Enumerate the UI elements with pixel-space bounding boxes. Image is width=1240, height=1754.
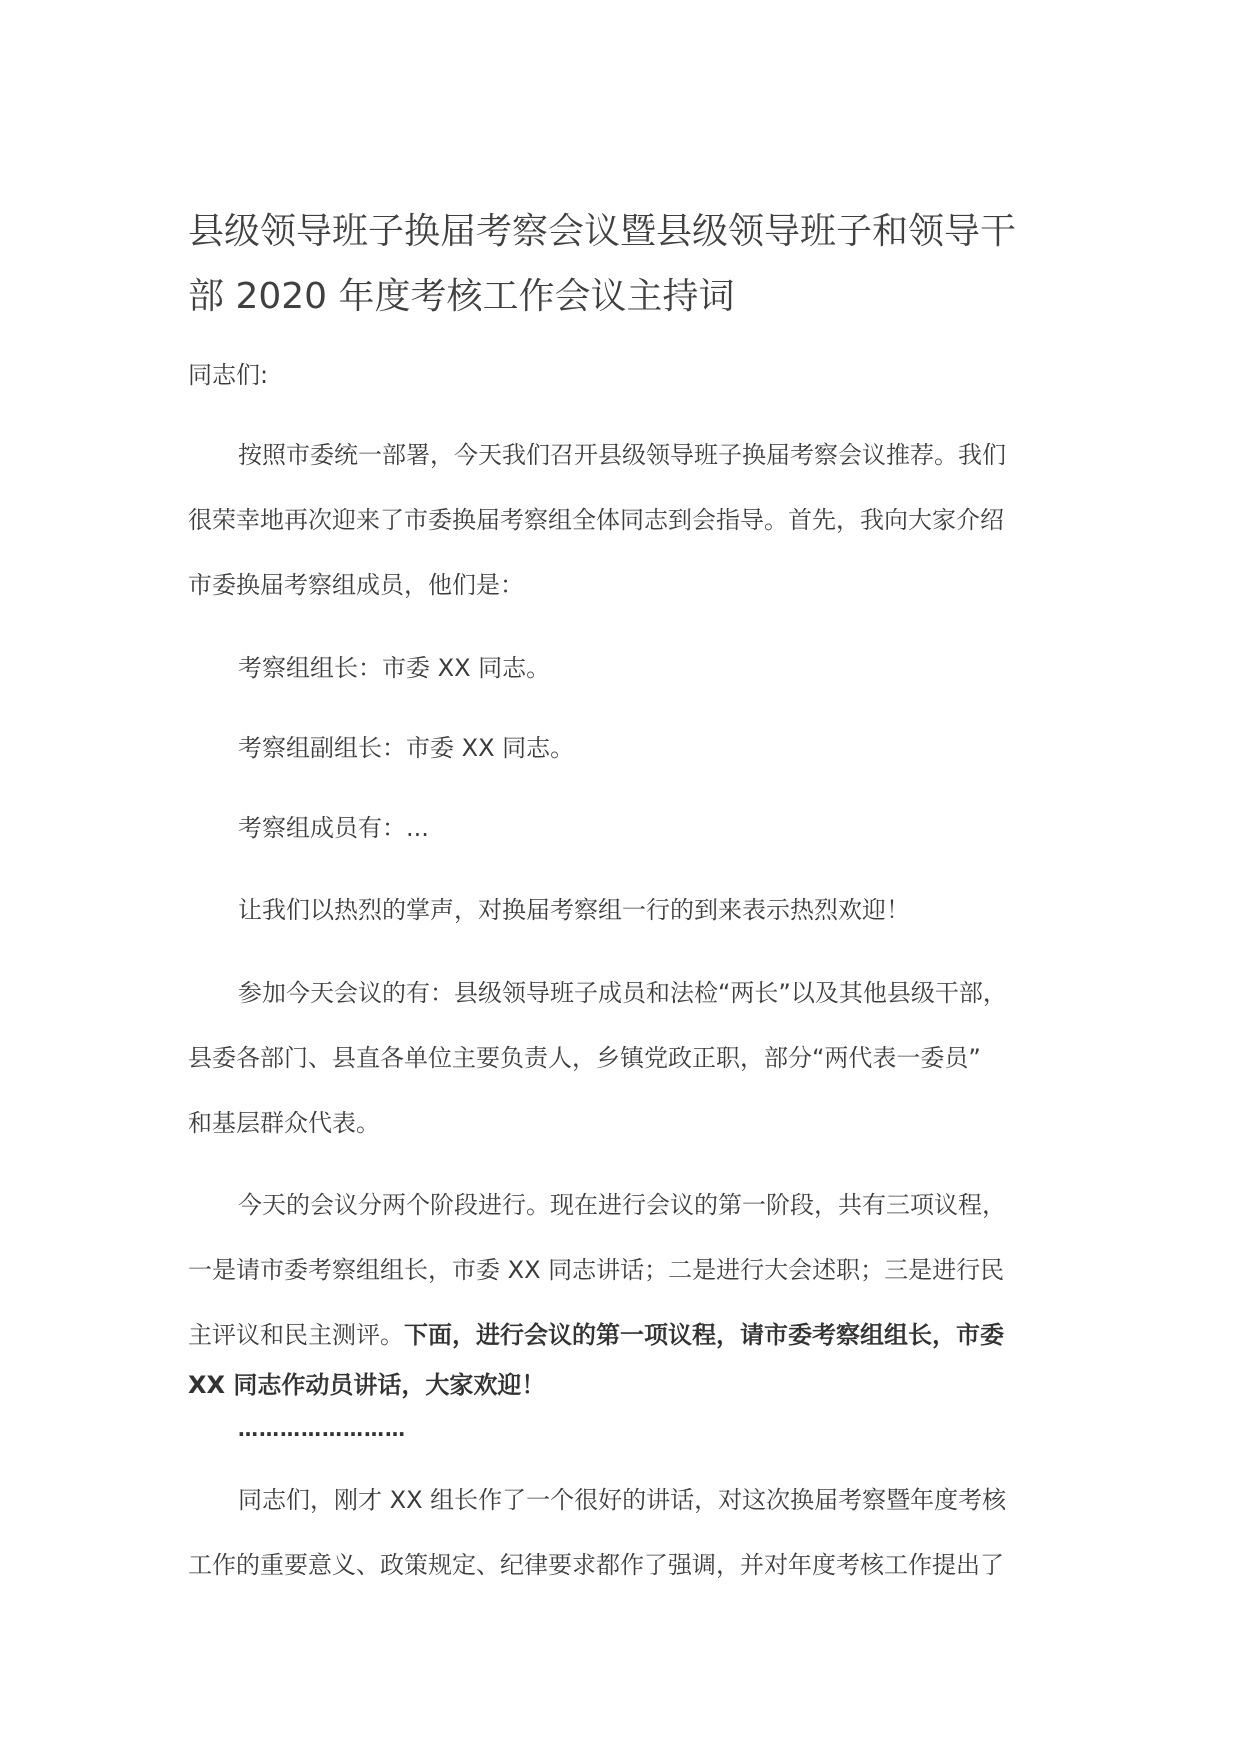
document-title-line-1: 县级领导班子换届考察会议暨县级领导班子和领导干 xyxy=(188,211,1017,252)
document-title-line-2: 部 2020 年度考核工作会议主持词 xyxy=(188,276,735,317)
salutation: 同志们: xyxy=(188,361,269,389)
ellipsis-separator: …………………… xyxy=(238,1417,406,1441)
paragraph-line: 一是请市委考察组组长，市委 XX 同志讲话；二是进行大会述职；三是进行民 xyxy=(188,1256,1005,1284)
bold-announcement-line: XX 同志作动员讲话，大家欢迎！ xyxy=(188,1371,546,1399)
paragraph-line: 同志们，刚才 XX 组长作了一个很好的讲话，对这次换届考察暨年度考核 xyxy=(238,1486,1007,1514)
inspection-team-members: 考察组成员有：... xyxy=(238,814,429,842)
paragraph-line: 今天的会议分两个阶段进行。现在进行会议的第一阶段，共有三项议程， xyxy=(238,1191,1006,1219)
inspection-team-leader: 考察组组长：市委 XX 同志。 xyxy=(238,654,551,682)
welcome-line: 让我们以热烈的掌声，对换届考察组一行的到来表示热烈欢迎！ xyxy=(238,896,910,924)
paragraph-line: 县委各部门、县直各单位主要负责人，乡镇党政正职，部分“两代表一委员” xyxy=(188,1044,981,1072)
paragraph-line: 很荣幸地再次迎来了市委换届考察组全体同志到会指导。首先，我向大家介绍 xyxy=(188,506,1004,534)
paragraph-line: 参加今天会议的有：县级领导班子成员和法检“两长”以及其他县级干部， xyxy=(238,979,1007,1007)
paragraph-line: 市委换届考察组成员，他们是： xyxy=(188,571,524,599)
paragraph-line: 和基层群众代表。 xyxy=(188,1109,380,1137)
bold-announcement: 下面，进行会议的第一项议程，请市委考察组组长，市委 xyxy=(404,1321,1004,1349)
inspection-team-deputy-leader: 考察组副组长：市委 XX 同志。 xyxy=(238,734,575,762)
paragraph-text: 主评议和民主测评。 xyxy=(188,1321,404,1349)
paragraph-line-mixed xyxy=(188,1320,1004,1350)
paragraph-line: 工作的重要意义、政策规定、纪律要求都作了强调，并对年度考核工作提出了 xyxy=(188,1551,1004,1579)
paragraph-line: 按照市委统一部署，今天我们召开县级领导班子换届考察会议推荐。我们 xyxy=(238,441,1006,469)
